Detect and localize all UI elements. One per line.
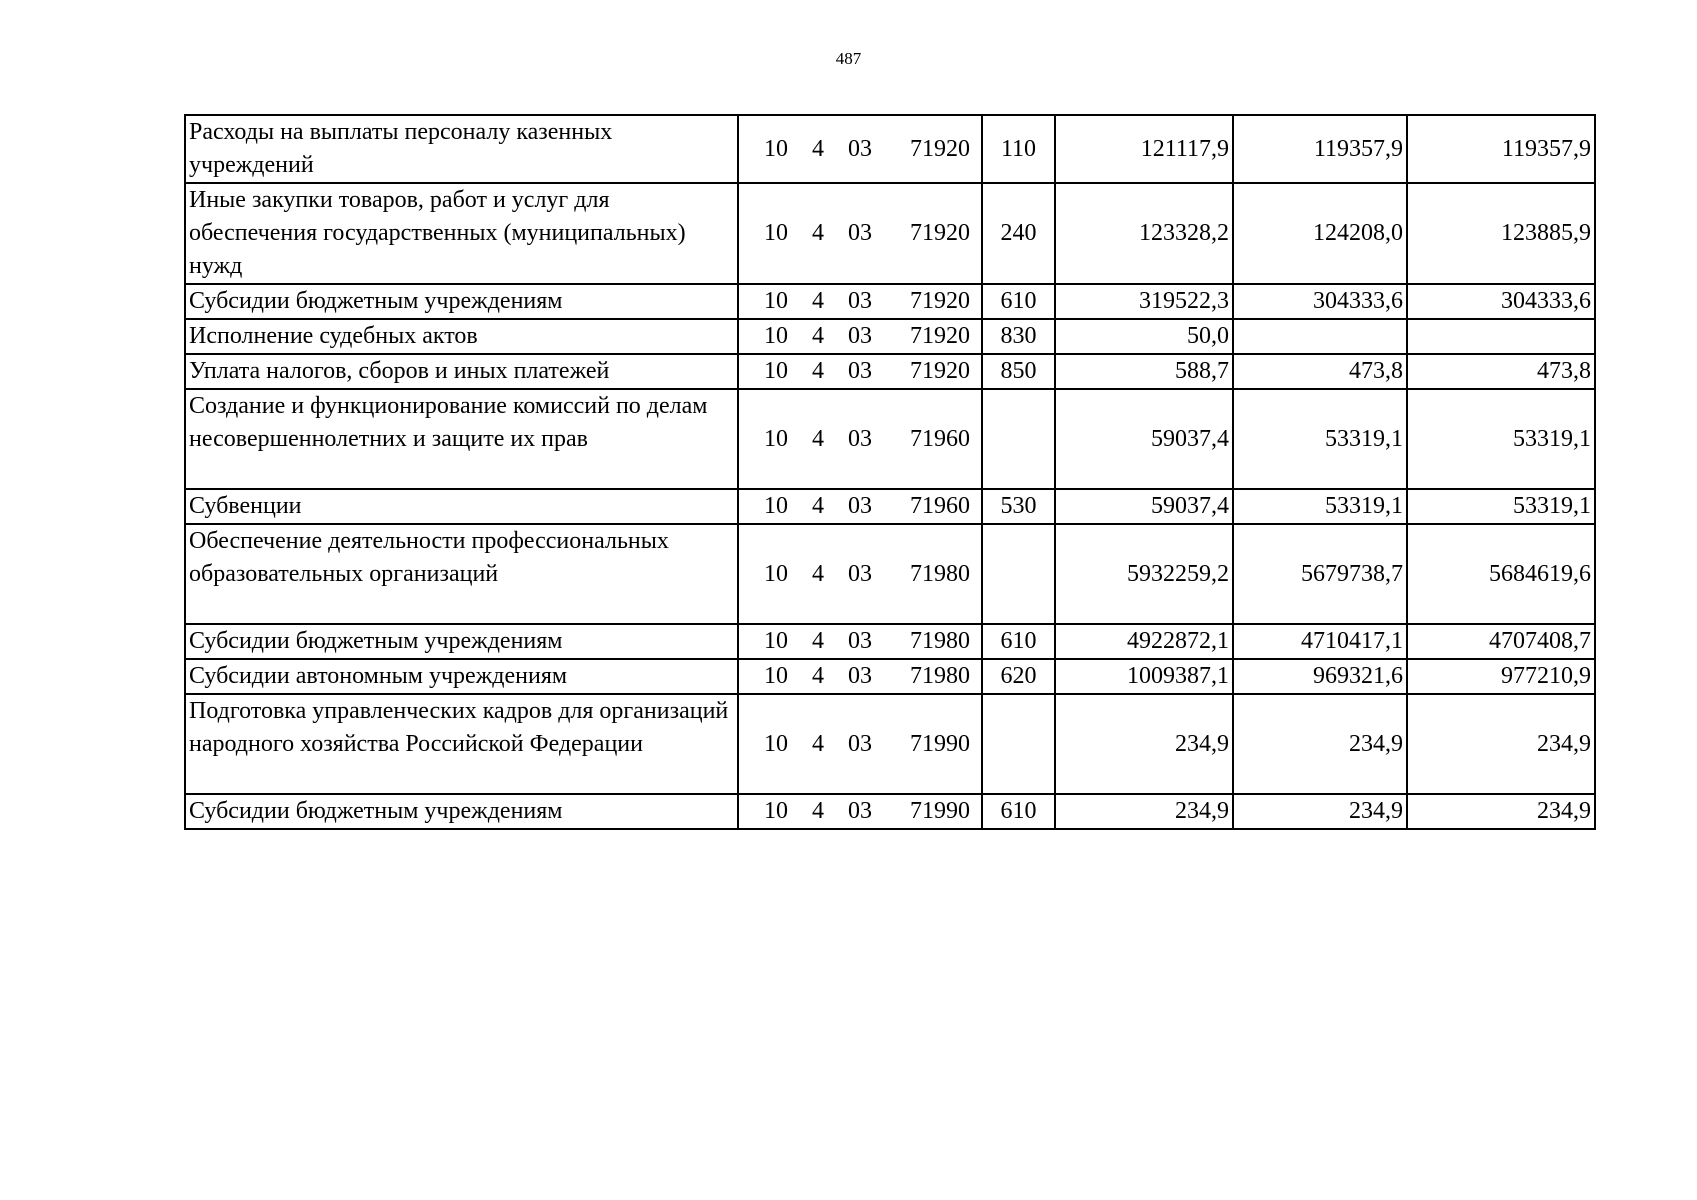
row-code-cell	[738, 659, 982, 694]
table-row	[185, 524, 1595, 624]
code-group	[742, 423, 978, 456]
row-name-cell: Субвенции	[185, 489, 738, 524]
subprogram-code: 03	[848, 730, 872, 757]
subprogram-code: 03	[848, 560, 872, 587]
direction-code: 71960	[910, 493, 970, 519]
amount-year1-cell: 121117,9	[1055, 115, 1233, 183]
amount-year1-cell: 4922872,1	[1055, 624, 1233, 659]
program-code: 4	[812, 560, 824, 587]
amount-year3-cell: 977210,9	[1407, 659, 1595, 694]
amount-year3-cell: 234,9	[1407, 794, 1595, 829]
program-code: 4	[812, 663, 824, 689]
amount-year2-cell: 124208,0	[1233, 183, 1407, 284]
expense-type-cell: 610	[982, 284, 1055, 319]
razdel-code: 10	[764, 493, 788, 519]
expense-type-cell: 110	[982, 115, 1055, 183]
amount-year3-cell: 234,9	[1407, 694, 1595, 794]
code-group	[742, 795, 978, 828]
direction-code: 71920	[910, 135, 970, 162]
code-group	[742, 728, 978, 761]
code-group	[742, 558, 978, 591]
row-code-cell	[738, 115, 982, 183]
row-code-cell	[738, 694, 982, 794]
amount-year2-cell: 304333,6	[1233, 284, 1407, 319]
page-number: 487	[835, 49, 862, 68]
direction-code: 71990	[910, 798, 970, 824]
subprogram-code: 03	[848, 323, 872, 349]
amount-year1-cell: 319522,3	[1055, 284, 1233, 319]
direction-code: 71960	[910, 425, 970, 452]
subprogram-code: 03	[848, 358, 872, 384]
row-code-cell	[738, 354, 982, 389]
table-row	[185, 284, 1595, 319]
razdel-code: 10	[764, 288, 788, 314]
subprogram-code: 03	[848, 628, 872, 654]
amount-year1-cell: 234,9	[1055, 694, 1233, 794]
amount-year2-cell: 5679738,7	[1233, 524, 1407, 624]
subprogram-code: 03	[848, 288, 872, 314]
amount-year3-cell: 53319,1	[1407, 489, 1595, 524]
row-code-cell	[738, 524, 982, 624]
expense-type-cell: 610	[982, 624, 1055, 659]
program-code: 4	[812, 288, 824, 314]
direction-code: 71980	[910, 560, 970, 587]
expense-type-cell: 850	[982, 354, 1055, 389]
amount-year2-cell: 234,9	[1233, 694, 1407, 794]
table-row	[185, 389, 1595, 489]
razdel-code: 10	[764, 730, 788, 757]
row-code-cell	[738, 489, 982, 524]
row-name-cell: Субсидии бюджетным учреждениям	[185, 284, 738, 319]
row-name-cell: Уплата налогов, сборов и иных платежей	[185, 354, 738, 389]
amount-year3-cell: 123885,9	[1407, 183, 1595, 284]
expense-type-cell: 620	[982, 659, 1055, 694]
table-row	[185, 354, 1595, 389]
code-group	[742, 625, 978, 658]
program-code: 4	[812, 425, 824, 452]
program-code: 4	[812, 628, 824, 654]
program-code: 4	[812, 135, 824, 162]
amount-year2-cell: 234,9	[1233, 794, 1407, 829]
expense-type-cell: 240	[982, 183, 1055, 284]
direction-code: 71920	[910, 288, 970, 314]
amount-year1-cell: 59037,4	[1055, 389, 1233, 489]
amount-year3-cell: 53319,1	[1407, 389, 1595, 489]
code-group	[742, 217, 978, 250]
expense-type-cell	[982, 524, 1055, 624]
amount-year2-cell: 969321,6	[1233, 659, 1407, 694]
amount-year2-cell: 4710417,1	[1233, 624, 1407, 659]
razdel-code: 10	[764, 358, 788, 384]
razdel-code: 10	[764, 323, 788, 349]
program-code: 4	[812, 798, 824, 824]
code-group	[742, 490, 978, 523]
row-name-cell: Субсидии бюджетным учреждениям	[185, 624, 738, 659]
subprogram-code: 03	[848, 798, 872, 824]
code-group	[742, 133, 978, 166]
amount-year3-cell: 304333,6	[1407, 284, 1595, 319]
row-name-cell: Субсидии бюджетным учреждениям	[185, 794, 738, 829]
direction-code: 71920	[910, 220, 970, 246]
amount-year3-cell: 119357,9	[1407, 115, 1595, 183]
row-name-cell: Иные закупки товаров, работ и услуг для обеспечения государственных (муниципальных) нужд	[185, 183, 738, 284]
row-name-cell: Исполнение судебных актов	[185, 319, 738, 354]
direction-code: 71990	[910, 730, 970, 757]
row-name-cell: Создание и функционирование комиссий по делам несовершеннолетних и защите их прав	[185, 389, 738, 489]
direction-code: 71920	[910, 358, 970, 384]
razdel-code: 10	[764, 425, 788, 452]
subprogram-code: 03	[848, 493, 872, 519]
amount-year3-cell	[1407, 319, 1595, 354]
table-row	[185, 115, 1595, 183]
amount-year3-cell: 4707408,7	[1407, 624, 1595, 659]
subprogram-code: 03	[848, 220, 872, 246]
table-row	[185, 794, 1595, 829]
budget-table	[184, 114, 1596, 830]
direction-code: 71980	[910, 628, 970, 654]
program-code: 4	[812, 220, 824, 246]
razdel-code: 10	[764, 220, 788, 246]
amount-year1-cell: 59037,4	[1055, 489, 1233, 524]
direction-code: 71920	[910, 323, 970, 349]
program-code: 4	[812, 730, 824, 757]
razdel-code: 10	[764, 628, 788, 654]
subprogram-code: 03	[848, 663, 872, 689]
amount-year1-cell: 234,9	[1055, 794, 1233, 829]
row-code-cell	[738, 183, 982, 284]
expense-type-cell: 530	[982, 489, 1055, 524]
amount-year2-cell: 119357,9	[1233, 115, 1407, 183]
code-group	[742, 285, 978, 318]
subprogram-code: 03	[848, 135, 872, 162]
amount-year2-cell	[1233, 319, 1407, 354]
table-row	[185, 659, 1595, 694]
row-code-cell	[738, 624, 982, 659]
row-name-cell: Подготовка управленческих кадров для организаций народного хозяйства Российской Федерации	[185, 694, 738, 794]
expense-type-cell	[982, 694, 1055, 794]
amount-year1-cell: 1009387,1	[1055, 659, 1233, 694]
amount-year1-cell: 588,7	[1055, 354, 1233, 389]
code-group	[742, 320, 978, 353]
razdel-code: 10	[764, 135, 788, 162]
program-code: 4	[812, 493, 824, 519]
subprogram-code: 03	[848, 425, 872, 452]
expense-type-cell	[982, 389, 1055, 489]
amount-year2-cell: 473,8	[1233, 354, 1407, 389]
direction-code: 71980	[910, 663, 970, 689]
expense-type-cell: 610	[982, 794, 1055, 829]
row-code-cell	[738, 389, 982, 489]
table-row	[185, 624, 1595, 659]
razdel-code: 10	[764, 560, 788, 587]
table-row	[185, 319, 1595, 354]
row-code-cell	[738, 319, 982, 354]
table-row	[185, 694, 1595, 794]
code-group	[742, 355, 978, 388]
row-code-cell	[738, 794, 982, 829]
amount-year1-cell: 5932259,2	[1055, 524, 1233, 624]
amount-year2-cell: 53319,1	[1233, 489, 1407, 524]
code-group	[742, 660, 978, 693]
amount-year3-cell: 473,8	[1407, 354, 1595, 389]
razdel-code: 10	[764, 798, 788, 824]
table-body	[185, 115, 1595, 829]
table-row	[185, 183, 1595, 284]
row-name-cell: Обеспечение деятельности профессиональных образовательных организаций	[185, 524, 738, 624]
program-code: 4	[812, 358, 824, 384]
row-name-cell: Расходы на выплаты персоналу казенных учреждений	[185, 115, 738, 183]
expense-type-cell: 830	[982, 319, 1055, 354]
table-row	[185, 489, 1595, 524]
row-code-cell	[738, 284, 982, 319]
row-name-cell: Субсидии автономным учреждениям	[185, 659, 738, 694]
razdel-code: 10	[764, 663, 788, 689]
program-code: 4	[812, 323, 824, 349]
amount-year1-cell: 123328,2	[1055, 183, 1233, 284]
amount-year2-cell: 53319,1	[1233, 389, 1407, 489]
amount-year1-cell: 50,0	[1055, 319, 1233, 354]
amount-year3-cell: 5684619,6	[1407, 524, 1595, 624]
